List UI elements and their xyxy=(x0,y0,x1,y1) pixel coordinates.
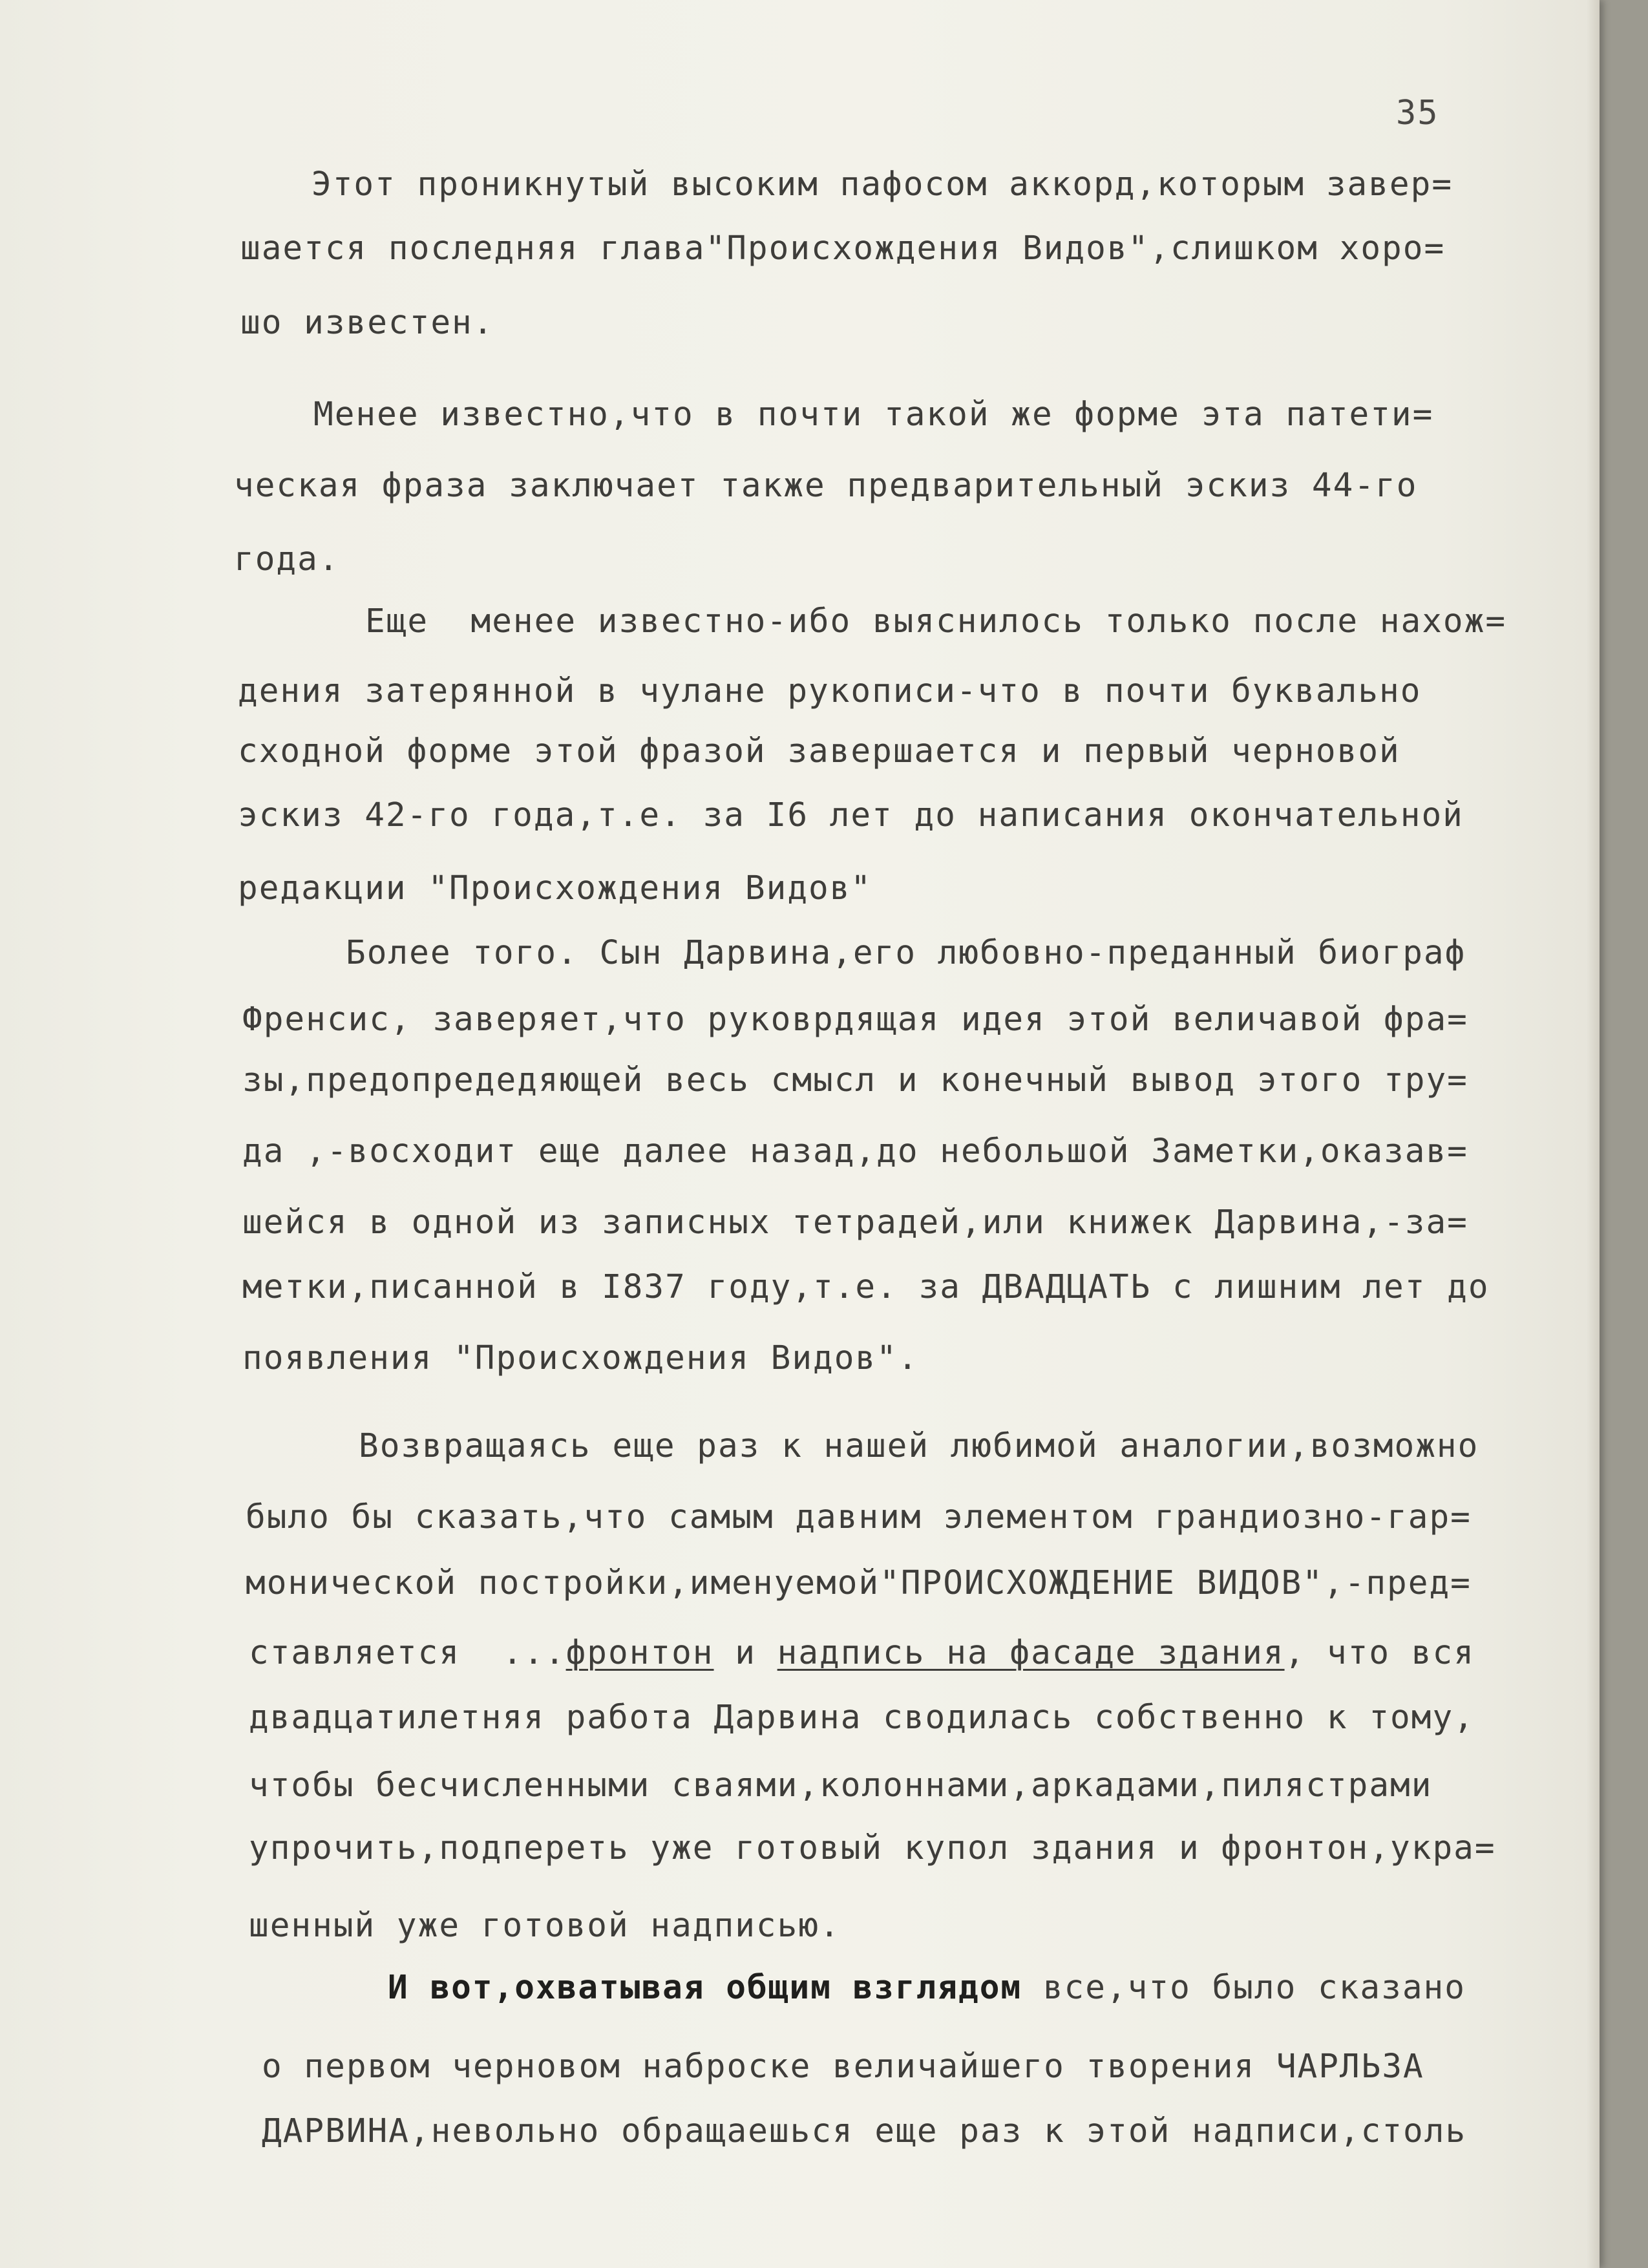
text-line: да ,-восходит еще далее назад,до небольшой Заметки,оказав= xyxy=(242,1132,1468,1171)
text-line: появления "Происхождения Видов". xyxy=(242,1339,919,1377)
text-fragment: и xyxy=(713,1634,777,1672)
text-line: дения затерянной в чулане рукописи-что в почти буквально xyxy=(238,672,1422,710)
text-line xyxy=(388,1969,1466,2008)
text-line: ческая фраза заключает также предварительный эскиз 44-го xyxy=(234,467,1418,505)
text-line: сходной форме этой фразой завершается и первый черновой xyxy=(238,732,1400,770)
text-line: метки,писанной в I837 году,т.е. за ДВАДЦАТЬ с лишним лет до xyxy=(242,1268,1490,1306)
page-number: 35 xyxy=(1396,94,1439,132)
text-line xyxy=(249,1634,1475,1673)
bold-phrase: И вот,охватывая общим взглядом xyxy=(388,1969,1022,2007)
underlined-word-fronton: фронтон xyxy=(565,1634,714,1672)
text-line: зы,предопредедяющей весь смысл и конечный вывод этого тру= xyxy=(242,1061,1468,1099)
text-line: Этот проникнутый высоким пафосом аккорд,которым завер= xyxy=(312,165,1453,204)
text-line: эскиз 42-го года,т.е. за I6 лет до написания окончательной xyxy=(238,796,1464,834)
text-line: шается последняя глава"Происхождения Видов",слишком хоро= xyxy=(240,229,1446,268)
text-line: Френсис, заверяет,что руковрдящая идея этой величавой фра= xyxy=(242,1001,1468,1039)
text-line: редакции "Происхождения Видов" xyxy=(238,869,872,907)
text-line: было бы сказать,что самым давним элементом грандиозно-гар= xyxy=(246,1498,1472,1536)
text-line: Менее известно,что в почти такой же форме эта патети= xyxy=(313,396,1434,434)
text-line: шенный уже готовой надписью. xyxy=(249,1907,841,1945)
text-line: Еще менее известно-ибо выяснилось только после нахож= xyxy=(365,602,1507,641)
text-fragment: , что вся xyxy=(1284,1634,1475,1672)
text-line: Более того. Сын Дарвина,его любовно-преданный биограф xyxy=(346,934,1466,972)
text-line: ДАРВИНА,невольно обращаешься еще раз к этой надписи,столь xyxy=(262,2112,1467,2150)
page-edge-shadow xyxy=(1587,0,1600,2268)
text-line: упрочить,подпереть уже готовый купол здания и фронтон,укра= xyxy=(249,1829,1496,1867)
text-line: шейся в одной из записных тетрадей,или книжек Дарвина,-за= xyxy=(242,1203,1468,1242)
text-line: года. xyxy=(234,540,340,578)
text-line: о первом черновом наброске величайшего творения ЧАРЛЬЗА xyxy=(262,2048,1424,2086)
text-line: монической постройки,именуемой"ПРОИСХОЖДЕНИЕ ВИДОВ",-пред= xyxy=(246,1564,1472,1602)
text-line: шо известен. xyxy=(240,304,494,342)
text-line: Возвращаясь еще раз к нашей любимой аналогии,возможно xyxy=(359,1427,1479,1465)
text-fragment: ставляется ... xyxy=(249,1634,566,1672)
text-fragment: все,что было сказано xyxy=(1022,1969,1466,2007)
underlined-phrase-inscription: надпись на фасаде здания xyxy=(777,1634,1285,1672)
text-line: двадцатилетняя работа Дарвина сводилась собственно к тому, xyxy=(249,1699,1475,1737)
text-line: чтобы бесчисленными сваями,колоннами,аркадами,пилястрами xyxy=(249,1766,1433,1805)
